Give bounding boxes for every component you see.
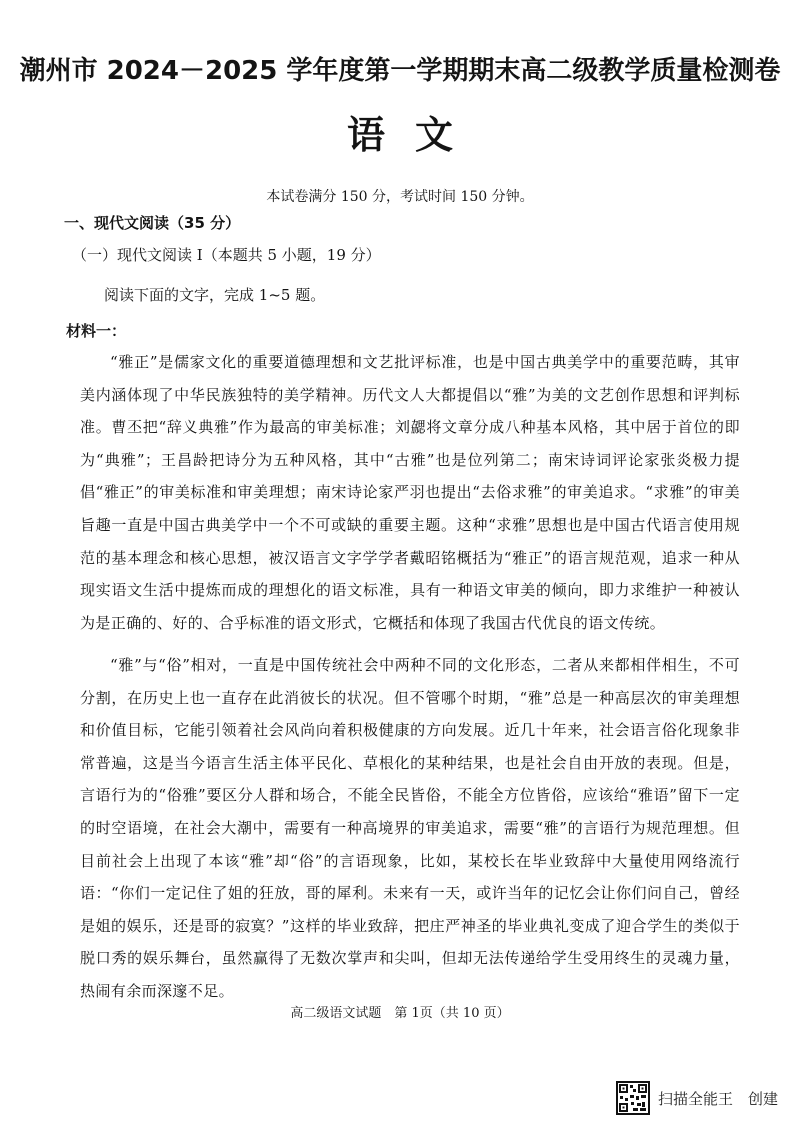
- exam-title: 潮州市 2024－2025 学年度第一学期期末高二级教学质量检测卷: [19, 56, 781, 86]
- material-label: 材料一：: [66, 322, 127, 340]
- qr-code-icon: [616, 1081, 650, 1115]
- subsection-heading: （一）现代文阅读 I（本题共 5 小题，19 分）: [72, 246, 381, 264]
- subject-title: 语文: [346, 113, 483, 157]
- paragraph-1: “雅正”是儒家文化的重要道德理想和文艺批评标准，也是中国古典美学中的重要范畴，其审美内涵体现了中华民族独特的美学精神。历代文人大都提倡以“雅”为美的文艺创作思想和评判标准。曹丕把“辞义典雅”作为最高的审美标准；刘勰将文章分成八种基本风格，其中居于首位的即为“典雅”；王昌龄把诗分为五种风格，其中“古雅”也是位列第二；南宋诗词评论家张炎极力提倡“雅正”的审美标准和审美理想；南宋诗论家严羽也提出“去俗求雅”的审美追求。“求雅”的审美旨趣一直是中国古典美学中一个不可或缺的重要主题。这种“求雅”思想也是中国古代语言使用规范的基本理念和核心思想，被汉语言文字学学者戴昭铭概括为“雅正”的语言规范观，追求一种从现实语文生活中提炼而成的理想化的语文标准，具有一种语文审美的倾向，即力求维护一种被认为是正确的、好的、合乎标准的语文形式，它概括和体现了我国古代优良的语文传统。: [80, 353, 740, 632]
- exam-info: 本试卷满分 150 分，考试时间 150 分钟。: [266, 189, 534, 205]
- scanner-label: 扫描全能王 创建: [657, 1089, 778, 1108]
- page-footer: 高二级语文试题 第 1页（共 10 页）: [290, 1006, 510, 1021]
- scanner-watermark: [616, 1080, 778, 1116]
- section-heading: 一、现代文阅读（35 分）: [64, 214, 241, 232]
- paragraph-2: “雅”与“俗”相对，一直是中国传统社会中两种不同的文化形态，二者从来都相伴相生，不可分割，在历史上也一直存在此消彼长的状况。但不管哪个时期，“雅”总是一种高层次的审美理想和价值目标，它能引领着社会风尚向着积极健康的方向发展。近几十年来，社会语言俗化现象非常普遍，这是当今语言生活主体平民化、草根化的某种结果，也是社会自由开放的表现。但是，言语行为的“俗雅”要区分人群和场合，不能全民皆俗，不能全方位皆俗，应该给“雅语”留下一定的时空语境，在社会大潮中，需要有一种高境界的审美追求，需要“雅”的言语行为规范理想。但目前社会上出现了本该“雅”却“俗”的言语现象，比如，某校长在毕业致辞中大量使用网络流行语：“你们一定记住了姐的狂放，哥的犀利。未来有一天，或许当年的记忆会让你们问自己，曾经是姐的娱乐，还是哥的寂寞？”这样的毕业致辞，把庄严神圣的毕业典礼变成了迎合学生的类似于脱口秀的娱乐舞台，虽然赢得了无数次掌声和尖叫，但却无法传递给学生受用终生的灵魂力量，热闹有余而深邃不足。: [80, 656, 740, 1000]
- reading-instruction: 阅读下面的文字，完成 1~5 题。: [104, 286, 326, 304]
